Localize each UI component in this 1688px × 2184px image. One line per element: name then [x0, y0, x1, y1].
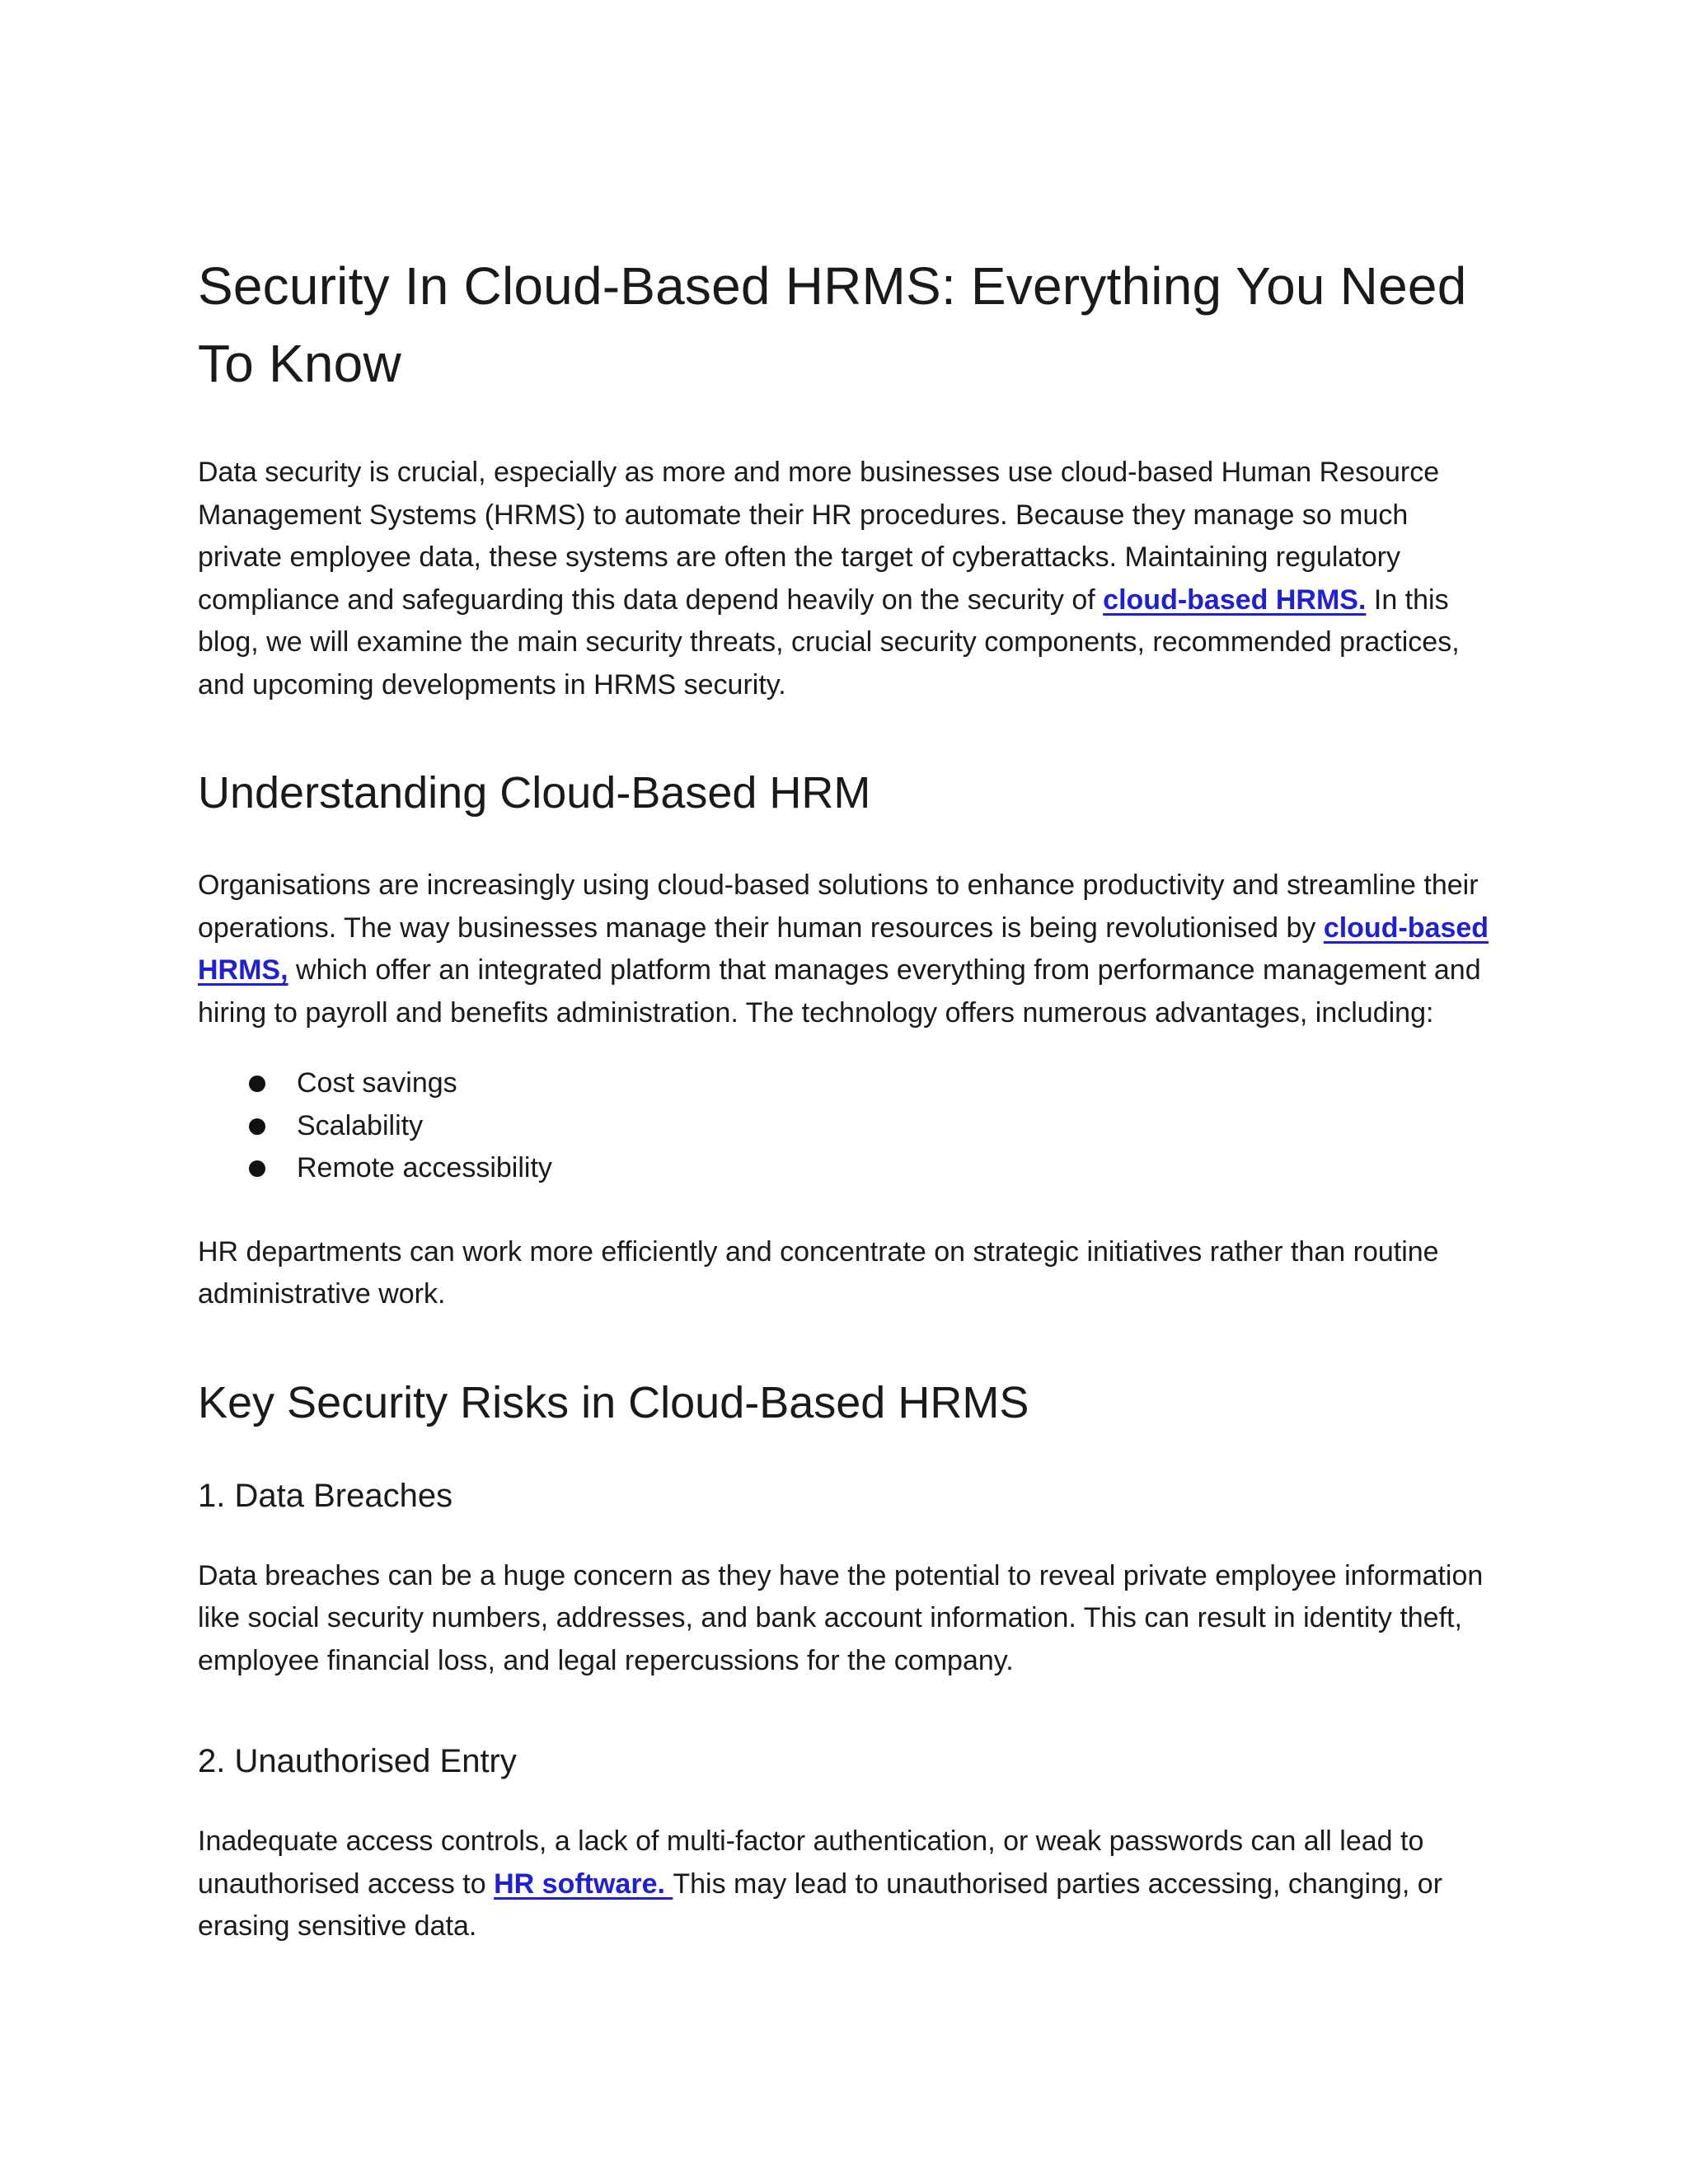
risk-heading-unauthorised-entry: 2. Unauthorised Entry — [198, 1743, 517, 1779]
list-item-label: Remote accessibility — [297, 1152, 552, 1183]
section-heading-understanding: Understanding Cloud-Based HRM — [198, 768, 871, 818]
understanding-text-before-link: Organisations are increasingly using cloud-based solutions to enhance productivity and streamline their operations. The way businesses manage their human resources is being revolutionised by — [198, 869, 1479, 944]
section-heading-risks: Key Security Risks in Cloud-Based HRMS — [198, 1377, 1029, 1427]
list-item — [198, 1062, 1497, 1105]
understanding-cloud-hrms-link[interactable]: cloud-based HRMS, — [198, 912, 1489, 986]
advantages-list — [198, 1062, 1497, 1190]
bullet-icon — [249, 1160, 265, 1177]
risk-heading-data-breaches: 1. Data Breaches — [198, 1477, 453, 1514]
understanding-text-after-link: which offer an integrated platform that manages everything from performance management and hiring to payroll and benefits administration. The technology offers numerous advantages, including: — [198, 954, 1481, 1029]
intro-paragraph — [198, 452, 1497, 706]
risk2-text-before-link: Inadequate access controls, a lack of multi-factor authentication, or weak passwords can all lead to unauthorised access to — [198, 1825, 1424, 1900]
list-item — [198, 1147, 1497, 1190]
list-item-label: Cost savings — [297, 1067, 457, 1099]
understanding-closing-paragraph: HR departments can work more efficiently and concentrate on strategic initiatives rather than routine administrative work. — [198, 1235, 1439, 1310]
risk-paragraph-unauthorised-entry — [198, 1821, 1497, 1948]
risk-paragraph-data-breaches: Data breaches can be a huge concern as they have the potential to reveal private employee information like social security numbers, addresses, and bank account information. This can result in identity theft, employee financial loss, and legal repercussions for the company. — [198, 1559, 1484, 1676]
intro-cloud-hrms-link[interactable]: cloud-based HRMS. — [1103, 583, 1367, 616]
list-item — [198, 1105, 1497, 1148]
intro-text-after-link: In this blog, we will examine the main security threats, crucial security components, recommended practices, and upcoming developments in HRMS security. — [198, 583, 1460, 701]
page-title: Security In Cloud-Based HRMS: Everything You Need To Know — [198, 256, 1467, 393]
bullet-icon — [249, 1076, 265, 1092]
hr-software-link[interactable]: HR software. — [494, 1868, 673, 1900]
bullet-icon — [249, 1118, 265, 1135]
understanding-paragraph — [198, 865, 1497, 1034]
list-item-label: Scalability — [297, 1109, 424, 1141]
intro-text-before-link: Data security is crucial, especially as more and more businesses use cloud-based Human Resource Management Systems (HRMS) to automate their HR procedures. Because they manage so much private employee data, these systems are often the target of cyberattacks. Maintaining regulatory compliance and safeguarding this data depend heavily on the security of — [198, 457, 1440, 616]
risk2-text-after-link: This may lead to unauthorised parties accessing, changing, or erasing sensitive data. — [198, 1868, 1443, 1942]
